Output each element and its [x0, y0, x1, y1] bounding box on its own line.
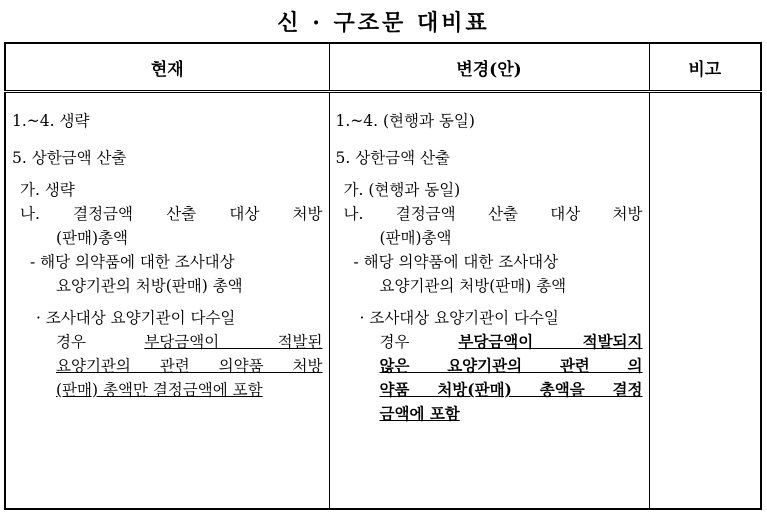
changed-line-1: 1.~4. (현행과 동일) [335, 112, 475, 130]
header-changed: 변경(안) [329, 43, 649, 92]
current-line-9-lead: 경우 [56, 333, 145, 351]
current-line-5: (판매)총액 [56, 229, 128, 247]
comparison-table [4, 42, 762, 510]
note-cell [649, 92, 761, 510]
changed-line-4: 나. 결정금액 산출 대상 처방 [343, 205, 643, 223]
changed-line-3: 가. (현행과 동일) [343, 181, 461, 199]
content-row [5, 92, 761, 510]
changed-line-6: - 해당 의약품에 대한 조사대상 [353, 253, 559, 271]
current-line-8: · 조사대상 요양기관이 다수일 [36, 309, 236, 327]
changed-line-11: 약품 처방(판매) 총액을 결정 [379, 380, 643, 399]
current-line-10: 요양기관의 관련 의약품 처방 [56, 357, 323, 375]
changed-cell [329, 92, 649, 510]
current-line-6: - 해당 의약품에 대한 조사대상 [30, 253, 235, 271]
changed-line-5: (판매)총액 [379, 229, 452, 247]
changed-line-2: 5. 상한금액 산출 [335, 149, 450, 167]
changed-line-9-lead: 경우 [379, 333, 459, 351]
header-current: 현재 [5, 43, 329, 92]
header-note: 비고 [649, 43, 761, 92]
current-line-9 [12, 330, 323, 354]
changed-line-12: 금액에 포함 [379, 404, 460, 423]
current-line-4: 나. 결정금액 산출 대상 처방 [20, 205, 323, 223]
current-line-7: 요양기관의 처방(판매) 총액 [56, 277, 243, 295]
current-line-3: 가. 생략 [20, 181, 75, 199]
changed-line-9 [336, 330, 643, 354]
current-line-11: (판매) 총액만 결정금액에 포함 [56, 381, 263, 399]
changed-line-7: 요양기관의 처방(판매) 총액 [379, 277, 567, 295]
changed-line-9-emphasis: 부당금액이 적발되지 [458, 332, 643, 351]
changed-line-8: · 조사대상 요양기관이 다수일 [359, 309, 559, 327]
document-title: 신 · 구조문 대비표 [277, 10, 490, 36]
current-line-1: 1.~4. 생략 [12, 112, 90, 130]
current-cell [5, 92, 329, 510]
header-row [5, 43, 761, 92]
current-line-9-underlined: 부당금액이 적발된 [144, 333, 323, 351]
changed-line-10: 않은 요양기관의 관련 의 [379, 356, 643, 375]
current-line-2: 5. 상한금액 산출 [12, 149, 127, 167]
